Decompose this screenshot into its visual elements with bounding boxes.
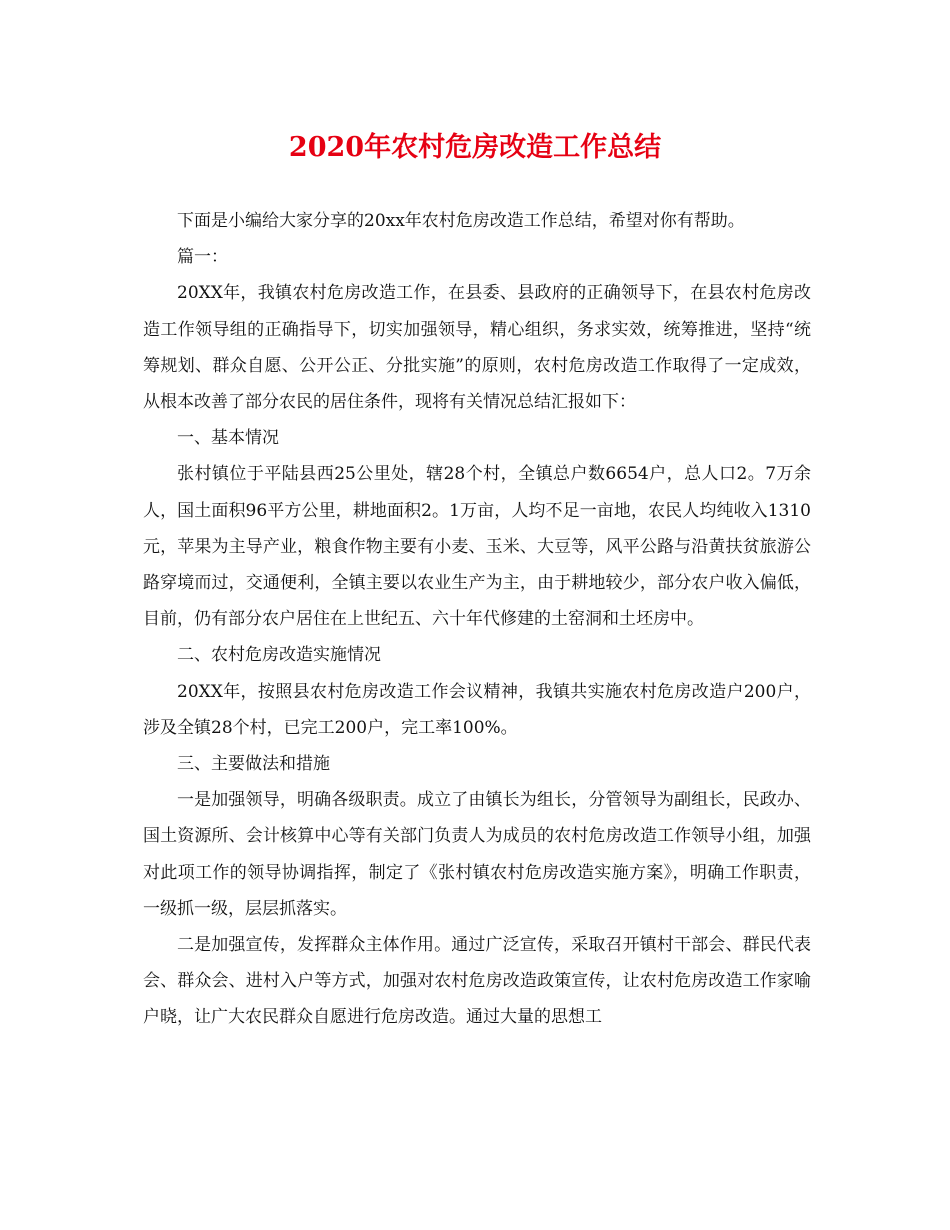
paragraph-part-one: 篇一： [177, 247, 228, 268]
document-body [143, 203, 811, 1036]
paragraph-measure-leadership: 一是加强领导，明确各级职责。成立了由镇长为组长，分管领导为副组长，民政办、国土资源所、会计核算中心等有关部门负责人为成员的农村危房改造工作领导小组，加强对此项工作的领导协调指挥，制定了《张村镇农村危房改造实施方案》，明确工作职责，一级抓一级，层层抓落实。 [143, 790, 811, 919]
document-title: 2020年农村危房改造工作总结 [288, 132, 662, 163]
section-heading-implementation: 二、农村危房改造实施情况 [177, 645, 381, 666]
section-heading-basic-situation: 一、基本情况 [177, 428, 279, 449]
paragraph-basic-situation: 张村镇位于平陆县西25公里处，辖28个村，全镇总户数6654户，总人口2。7万余人，国土面积96平方公里，耕地面积2。1万亩，人均不足一亩地，农民人均纯收入1310元，苹果为主导产业，粮食作物主要有小麦、玉米、大豆等，风平公路与沿黄扶贫旅游公路穿境而过，交通便利，全镇主要以农业生产为主，由于耕地较少，部分农户收入偏低，目前，仍有部分农户居住在上世纪五、六十年代修建的土窑洞和土坯房中。 [143, 464, 811, 630]
paragraph-implementation: 20XX年，按照县农村危房改造工作会议精神，我镇共实施农村危房改造户200户，涉及全镇28个村，已完工200户，完工率100%。 [143, 681, 811, 738]
section-heading-measures: 三、主要做法和措施 [177, 754, 330, 775]
paragraph-intro: 下面是小编给大家分享的20xx年农村危房改造工作总结，希望对你有帮助。 [177, 211, 745, 231]
paragraph-overview: 20XX年，我镇农村危房改造工作，在县委、县政府的正确领导下，在县农村危房改造工作领导组的正确指导下，切实加强领导，精心组织，务求实效，统筹推进，坚持“统筹规划、群众自愿、公开公正、分批实施”的原则，农村危房改造工作取得了一定成效，从根本改善了部分农民的居住条件，现将有关情况总结汇报如下： [143, 283, 811, 413]
paragraph-measure-publicity: 二是加强宣传，发挥群众主体作用。通过广泛宣传，采取召开镇村干部会、群民代表会、群众会、进村入户等方式，加强对农村危房改造政策宣传，让农村危房改造工作家喻户晓，让广大农民群众自愿进行危房改造。通过大量的思想工 [143, 935, 811, 1028]
